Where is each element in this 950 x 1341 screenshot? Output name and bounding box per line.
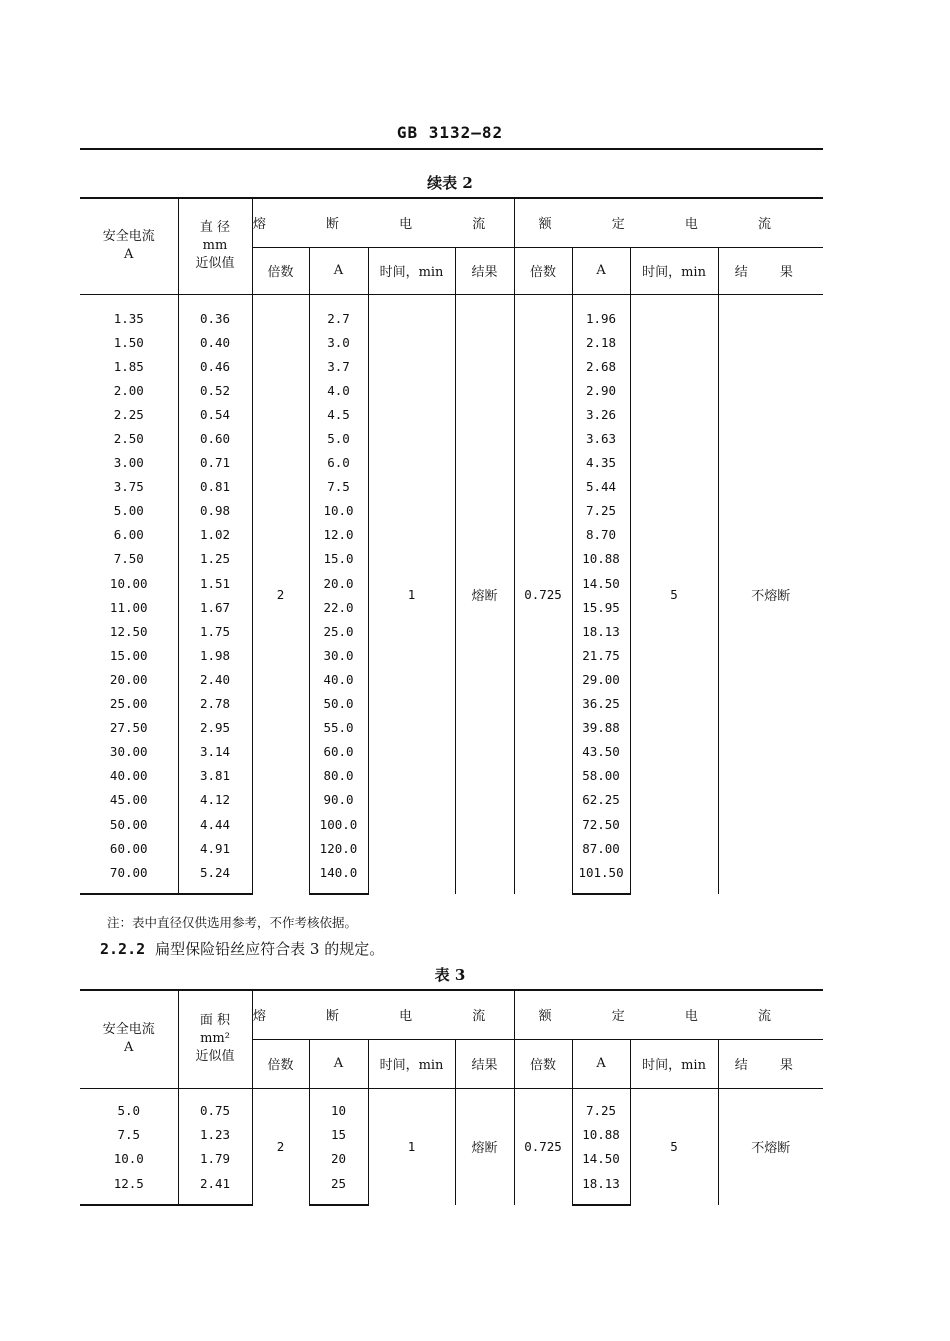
header-rated-current: 额 定 电 流 (514, 990, 823, 1039)
diameter-cell: 2.78 (178, 692, 252, 716)
diameter-cell: 5.24 (178, 860, 252, 884)
header-rated-multiple: 倍数 (514, 247, 572, 294)
diameter-cell: 1.75 (178, 619, 252, 643)
header-diameter: 直 径 mm 近似值 (178, 198, 252, 294)
header-fuse-time: 时间，min (368, 247, 455, 294)
diameter-cell: 3.81 (178, 764, 252, 788)
header-fuse-multiple: 倍数 (252, 247, 309, 294)
safe-current-cell: 7.50 (80, 547, 178, 571)
diameter-cell: 0.54 (178, 402, 252, 426)
diameter-cell: 0.46 (178, 354, 252, 378)
diameter-cell: 4.12 (178, 788, 252, 812)
safe-current-cell: 1.85 (80, 354, 178, 378)
fuse-amps-cell: 4.0 (309, 378, 368, 402)
safe-current-cell: 5.00 (80, 499, 178, 523)
rated-amps-cell: 7.25 (572, 499, 630, 523)
rated-amps-cell: 5.44 (572, 475, 630, 499)
rated-amps-cell: 18.13 (572, 1171, 630, 1195)
safe-current-cell: 10.0 (80, 1147, 178, 1171)
header-fuse-current: 熔 断 电 流 (252, 198, 514, 247)
rated-amps-cell: 14.50 (572, 1147, 630, 1171)
header-fuse-result: 结果 (455, 1039, 514, 1088)
header-fuse-multiple: 倍数 (252, 1039, 309, 1088)
header-rated-result: 结 果 (718, 1039, 823, 1088)
fuse-amps-cell: 2.7 (309, 306, 368, 330)
safe-current-cell: 27.50 (80, 716, 178, 740)
table3-caption: 表 3 (434, 966, 466, 984)
diameter-cell: 0.40 (178, 330, 252, 354)
fuse-amps-cell: 140.0 (309, 860, 368, 884)
rated-amps-cell: 3.26 (572, 402, 630, 426)
safe-current-cell: 12.50 (80, 619, 178, 643)
header-area: 面 积 mm² 近似值 (178, 990, 252, 1088)
safe-current-cell: 25.00 (80, 692, 178, 716)
fuse-amps-cell: 60.0 (309, 740, 368, 764)
fuse-amps-cell: 7.5 (309, 475, 368, 499)
rated-time-cell: 5 (630, 1088, 718, 1205)
rated-multiple-cell: 0.725 (514, 294, 572, 894)
rated-amps-cell: 39.88 (572, 716, 630, 740)
diameter-cell: 1.51 (178, 571, 252, 595)
fuse-amps-cell: 15.0 (309, 547, 368, 571)
header-rated-time: 时间，min (630, 1039, 718, 1088)
header-fuse-amps: A (309, 1039, 368, 1088)
fuse-amps-cell: 25.0 (309, 619, 368, 643)
fuse-amps-cell: 10 (309, 1098, 368, 1122)
fuse-amps-cell: 12.0 (309, 523, 368, 547)
rated-result-cell: 不熔断 (751, 1141, 791, 1157)
diameter-cell: 0.81 (178, 475, 252, 499)
safe-current-cell: 20.00 (80, 667, 178, 691)
rated-amps-cell: 10.88 (572, 1122, 630, 1146)
rated-amps-cell: 15.95 (572, 595, 630, 619)
rated-amps-cell: 10.88 (572, 547, 630, 571)
fuse-amps-cell: 100.0 (309, 812, 368, 836)
fuse-amps-cell: 25 (309, 1171, 368, 1195)
clause-text: 扁型保险铅丝应符合表 3 的规定。 (155, 940, 385, 958)
fuse-amps-cell: 120.0 (309, 836, 368, 860)
header-rated-multiple: 倍数 (514, 1039, 572, 1088)
rated-amps-cell: 58.00 (572, 764, 630, 788)
header-rule (80, 148, 823, 150)
fuse-amps-cell: 4.5 (309, 402, 368, 426)
fuse-amps-cell: 55.0 (309, 716, 368, 740)
fuse-result-cell: 熔断 (455, 1088, 514, 1205)
safe-current-cell: 1.35 (80, 306, 178, 330)
fuse-result-cell: 熔断 (455, 294, 514, 894)
safe-current-cell: 30.00 (80, 740, 178, 764)
rated-result-cell: 不熔断 (751, 588, 791, 604)
rated-amps-cell: 3.63 (572, 426, 630, 450)
diameter-cell: 4.91 (178, 836, 252, 860)
header-rated-amps: A (572, 247, 630, 294)
document-number: GB 3132—82 (396, 123, 504, 142)
header-fuse-amps: A (309, 247, 368, 294)
header-safe-current: 安全电流 A (80, 990, 178, 1088)
safe-current-cell: 50.00 (80, 812, 178, 836)
safe-current-cell: 2.00 (80, 378, 178, 402)
rated-amps-cell: 8.70 (572, 523, 630, 547)
rated-amps-cell: 29.00 (572, 667, 630, 691)
safe-current-cell: 6.00 (80, 523, 178, 547)
header-rated-amps: A (572, 1039, 630, 1088)
safe-current-cell: 45.00 (80, 788, 178, 812)
safe-current-cell: 40.00 (80, 764, 178, 788)
fuse-amps-cell: 15 (309, 1122, 368, 1146)
diameter-cell: 0.71 (178, 451, 252, 475)
fuse-amps-cell: 3.0 (309, 330, 368, 354)
area-cell: 1.23 (178, 1122, 252, 1146)
diameter-cell: 0.60 (178, 426, 252, 450)
fuse-time-cell: 1 (368, 294, 455, 894)
rated-amps-cell: 4.35 (572, 451, 630, 475)
rated-amps-cell: 2.18 (572, 330, 630, 354)
diameter-cell: 4.44 (178, 812, 252, 836)
fuse-amps-cell: 5.0 (309, 426, 368, 450)
fuse-time-cell: 1 (368, 1088, 455, 1205)
diameter-cell: 3.14 (178, 740, 252, 764)
rated-amps-cell: 101.50 (572, 860, 630, 884)
fuse-amps-cell: 20.0 (309, 571, 368, 595)
fuse-amps-cell: 20 (309, 1147, 368, 1171)
fuse-amps-cell: 30.0 (309, 643, 368, 667)
fuse-amps-cell: 3.7 (309, 354, 368, 378)
header-rated-time: 时间，min (630, 247, 718, 294)
rated-amps-cell: 62.25 (572, 788, 630, 812)
safe-current-cell: 60.00 (80, 836, 178, 860)
safe-current-cell: 2.25 (80, 402, 178, 426)
header-fuse-time: 时间，min (368, 1039, 455, 1088)
rated-amps-cell: 87.00 (572, 836, 630, 860)
rated-multiple-cell: 0.725 (514, 1088, 572, 1205)
fuse-amps-cell: 40.0 (309, 667, 368, 691)
safe-current-cell: 1.50 (80, 330, 178, 354)
diameter-cell: 2.40 (178, 667, 252, 691)
diameter-cell: 1.02 (178, 523, 252, 547)
safe-current-cell: 3.00 (80, 451, 178, 475)
rated-amps-cell: 18.13 (572, 619, 630, 643)
header-rated-result: 结 果 (718, 247, 823, 294)
header-fuse-current: 熔 断 电 流 (252, 990, 514, 1039)
rated-amps-cell: 1.96 (572, 306, 630, 330)
table2 (80, 197, 823, 895)
safe-current-cell: 11.00 (80, 595, 178, 619)
safe-current-cell: 15.00 (80, 643, 178, 667)
rated-amps-cell: 36.25 (572, 692, 630, 716)
safe-current-cell: 10.00 (80, 571, 178, 595)
diameter-cell: 1.25 (178, 547, 252, 571)
diameter-cell: 1.98 (178, 643, 252, 667)
rated-time-cell: 5 (630, 294, 718, 894)
table2-caption: 续表 2 (427, 174, 473, 192)
rated-amps-cell: 14.50 (572, 571, 630, 595)
rated-amps-cell: 2.90 (572, 378, 630, 402)
rated-amps-cell: 21.75 (572, 643, 630, 667)
header-fuse-result: 结果 (455, 247, 514, 294)
fuse-amps-cell: 6.0 (309, 451, 368, 475)
diameter-cell: 0.98 (178, 499, 252, 523)
fuse-amps-cell: 80.0 (309, 764, 368, 788)
diameter-cell: 0.36 (178, 306, 252, 330)
header-rated-current: 额 定 电 流 (514, 198, 823, 247)
rated-amps-cell: 43.50 (572, 740, 630, 764)
table3 (80, 989, 823, 1206)
fuse-multiple-cell: 2 (252, 294, 309, 894)
header-safe-current: 安全电流 A (80, 198, 178, 294)
rated-amps-cell: 2.68 (572, 354, 630, 378)
fuse-multiple-cell: 2 (252, 1088, 309, 1205)
fuse-amps-cell: 10.0 (309, 499, 368, 523)
safe-current-cell: 5.0 (80, 1098, 178, 1122)
safe-current-cell: 2.50 (80, 426, 178, 450)
table-note: 注：表中直径仅供选用参考，不作考核依据。 (107, 915, 358, 930)
fuse-amps-cell: 50.0 (309, 692, 368, 716)
rated-amps-cell: 7.25 (572, 1098, 630, 1122)
diameter-cell: 0.52 (178, 378, 252, 402)
safe-current-cell: 12.5 (80, 1171, 178, 1195)
area-cell: 1.79 (178, 1147, 252, 1171)
diameter-cell: 2.95 (178, 716, 252, 740)
diameter-cell: 1.67 (178, 595, 252, 619)
clause-2-2-2 (100, 938, 384, 959)
safe-current-cell: 7.5 (80, 1122, 178, 1146)
fuse-amps-cell: 90.0 (309, 788, 368, 812)
area-cell: 0.75 (178, 1098, 252, 1122)
area-cell: 2.41 (178, 1171, 252, 1195)
fuse-amps-cell: 22.0 (309, 595, 368, 619)
clause-number: 2.2.2 (100, 940, 146, 958)
rated-amps-cell: 72.50 (572, 812, 630, 836)
safe-current-cell: 3.75 (80, 475, 178, 499)
safe-current-cell: 70.00 (80, 860, 178, 884)
